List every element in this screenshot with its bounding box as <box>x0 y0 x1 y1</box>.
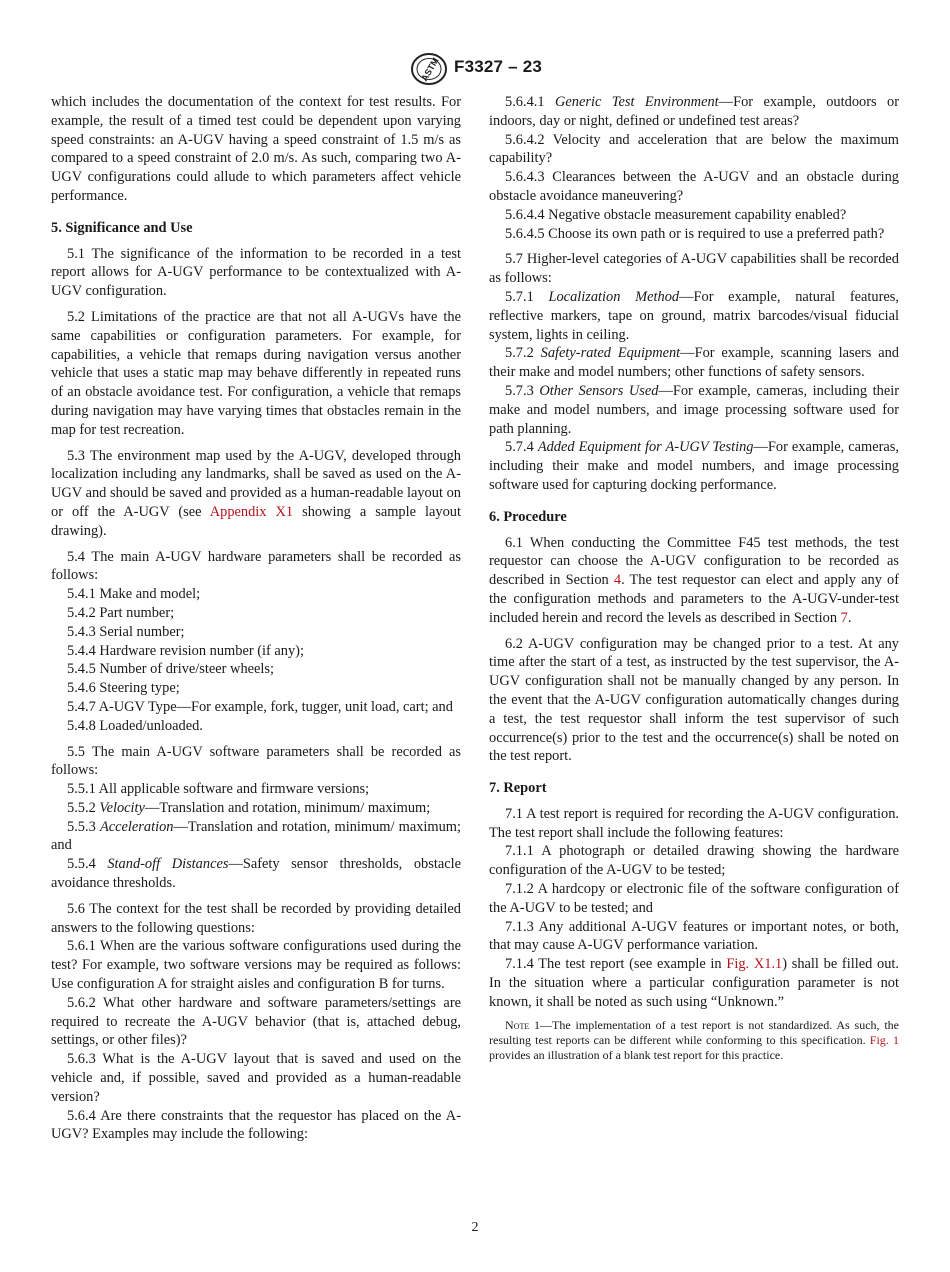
paragraph-5-5: 5.5 The main A-UGV software parameters shall be recorded as follows: <box>51 743 461 779</box>
list-item: 5.4.1 Make and model; <box>67 586 201 603</box>
list-item: 5.6.4.3 Clearances between the A-UGV and an obstacle during obstacle avoidance maneuvering? <box>489 169 899 204</box>
list-item: 5.6.4.4 Negative obstacle measurement capability enabled? <box>505 206 847 223</box>
list-item: 7.1.2 A hardcopy or electronic file of the software configuration of the A-UGV to be tested; and <box>489 881 899 916</box>
section-7-link[interactable]: 7 <box>840 609 848 626</box>
list-item: 5.4.4 Hardware revision number (if any); <box>67 642 304 659</box>
paragraph-5-2: 5.2 Limitations of the practice are that not all A-UGVs have the same capabilities or configuration parameters. For example, for capabilities, a vehicle that remaps during navigation versus another vehicle that uses a static map may behave differently in repeated runs of an obstacle avoidance test. For configuration, a vehicle that remaps during navigation may have varying times that obstacles remain in the map for test recreation. <box>51 308 461 438</box>
page-number: 2 <box>471 1220 479 1235</box>
list-item: 5.7.1 Localization Method—For example, natural features, reflective markers, tape on ground, matrix barcodes/visual fiducial system, lights in ceiling. <box>489 288 899 343</box>
paragraph-6-1: 6.1 When conducting the Committee F45 test methods, the test requestor can choose the A-UGV configuration to be recorded as described in Section 4. The test requestor can elect and apply any of the configuration methods and parameters to the A-UGV-under-test included herein and record the levels as described in Section 7. <box>489 534 899 626</box>
paragraph-5-6: 5.6 The context for the test shall be recorded by providing detailed answers to the following questions: <box>51 900 461 936</box>
paragraph-5-3: 5.3 The environment map used by the A-UGV, developed through localization including any landmarks, shall be saved as used on the A-UGV and should be saved and provided as a human-readable layout on or off the A-UGV (see Appendix X1 showing a sample layout drawing). <box>51 447 461 539</box>
list-item: 5.5.4 Stand-off Distances—Safety sensor thresholds, obstacle avoidance thresholds. <box>51 856 461 892</box>
list-item: 5.4.3 Serial number; <box>67 623 185 640</box>
list-item: 5.6.4.2 Velocity and acceleration that are below the maximum capability? <box>489 131 899 167</box>
page-header <box>0 52 950 86</box>
appendix-x1-link[interactable]: Appendix X1 <box>209 503 294 520</box>
section-5-heading: 5. Significance and Use <box>51 219 193 236</box>
list-item: 7.1.3 Any additional A-UGV features or important notes, or both, that may cause A-UGV performance variation. <box>489 918 899 954</box>
list-item: 5.6.4.5 Choose its own path or is required to use a preferred path? <box>505 225 885 242</box>
paragraph-6-2: 6.2 A-UGV configuration may be changed prior to a test. At any time after the start of a test, as instructed by the test supervisor, the A-UGV configuration shall not be manually changed by any person. In the event that the A-UGV configuration automatically changes during a test, the test requestor shall inform the test supervisor of such occurrence(s) prior to the test and the occurrence(s) shall be noted on the test report. <box>489 635 899 765</box>
document-id: F3327 – 23 <box>454 57 543 76</box>
intro-paragraph: which includes the documentation of the context for test results. For example, the result of a timed test could be dependent upon varying speed constraints: an A-UGV having a speed constraint of 1.5 m/s as compared to a speed constraint of 2.0 m/s. As such, comparing two A-UGV configurations could allude to which parameters affect vehicle performance. <box>51 94 461 204</box>
list-item: 5.7.3 Other Sensors Used—For example, cameras, including their make and model numbers, and image processing software used for path planning. <box>489 382 899 437</box>
list-item: 5.5.1 All applicable software and firmware versions; <box>67 781 370 798</box>
paragraph-7-1: 7.1 A test report is required for recording the A-UGV configuration. The test report shall include the following features: <box>489 805 899 841</box>
list-item: 5.4.5 Number of drive/steer wheels; <box>67 661 275 678</box>
list-item: 5.6.1 When are the various software configurations used during the test? For example, two software versions may be required as follows: Use configuration A for straight aisles and configuration B for turns. <box>51 938 461 993</box>
list-item: 5.4.2 Part number; <box>67 604 175 621</box>
list-item: 5.6.4 Are there constraints that the requestor has placed on the A-UGV? Examples may include the following: <box>51 1107 461 1143</box>
paragraph-5-4: 5.4 The main A-UGV hardware parameters shall be recorded as follows: <box>51 548 461 584</box>
list-item: 5.4.6 Steering type; <box>67 680 180 697</box>
section-4-link[interactable]: 4 <box>613 572 622 589</box>
paragraph-5-1: 5.1 The significance of the information to be recorded in a test report allows for A-UGV performance to be contextualized with A-UGV configuration. <box>51 245 461 300</box>
list-item: 5.7.2 Safety-rated Equipment—For example, scanning lasers and their make and model numbers; other functions of safety sensors. <box>489 345 899 381</box>
list-item: 5.4.8 Loaded/unloaded. <box>67 717 203 734</box>
list-item: 7.1.4 The test report (see example in Fig. X1.1) shall be filled out. In the situation where a particular configuration parameter is not known, it shall be noted as such using “Unknown.” <box>489 956 899 1010</box>
list-item: 5.6.4.1 Generic Test Environment—For example, outdoors or indoors, day or night, defined or undefined test areas? <box>489 94 900 129</box>
list-item: 5.6.2 What other hardware and software parameters/settings are required to recreate the A-UGV behavior (that is, attached debug, settings, or other files)? <box>51 994 461 1049</box>
paragraph-5-7: 5.7 Higher-level categories of A-UGV capabilities shall be recorded as follows: <box>489 251 899 287</box>
list-item: 7.1.1 A photograph or detailed drawing showing the hardware configuration of the A-UGV to be tested; <box>489 843 899 879</box>
list-item: 5.7.4 Added Equipment for A-UGV Testing—For example, cameras, including their make and model numbers, and image processing software used for capturing docking performance. <box>489 439 899 493</box>
list-item: 5.4.7 A-UGV Type—For example, fork, tugger, unit load, cart; and <box>67 698 453 715</box>
section-6-heading: 6. Procedure <box>489 508 567 525</box>
fig-x1-1-link[interactable]: Fig. X1.1 <box>726 956 783 973</box>
right-column <box>489 93 899 1064</box>
list-item: 5.5.2 Velocity—Translation and rotation, minimum/ maximum; <box>67 799 431 816</box>
list-item: 5.6.3 What is the A-UGV layout that is saved and used on the vehicle and, if possible, saved and provided as a human-readable version? <box>51 1051 461 1105</box>
astm-logo-text: ASTM <box>419 55 441 84</box>
astm-logo <box>409 52 449 86</box>
section-7-heading: 7. Report <box>489 780 547 797</box>
note-1: Note 1—The implementation of a test report is not standardized. As such, the resulting test reports can be different while conforming to this specification. Fig. 1 provides an illustration of a blank test report for this practice. <box>489 1017 900 1063</box>
fig-1-link[interactable]: Fig. 1 <box>869 1032 899 1047</box>
list-item: 5.5.3 Acceleration—Translation and rotation, minimum/ maximum; and <box>51 818 461 854</box>
left-column <box>51 93 461 1144</box>
